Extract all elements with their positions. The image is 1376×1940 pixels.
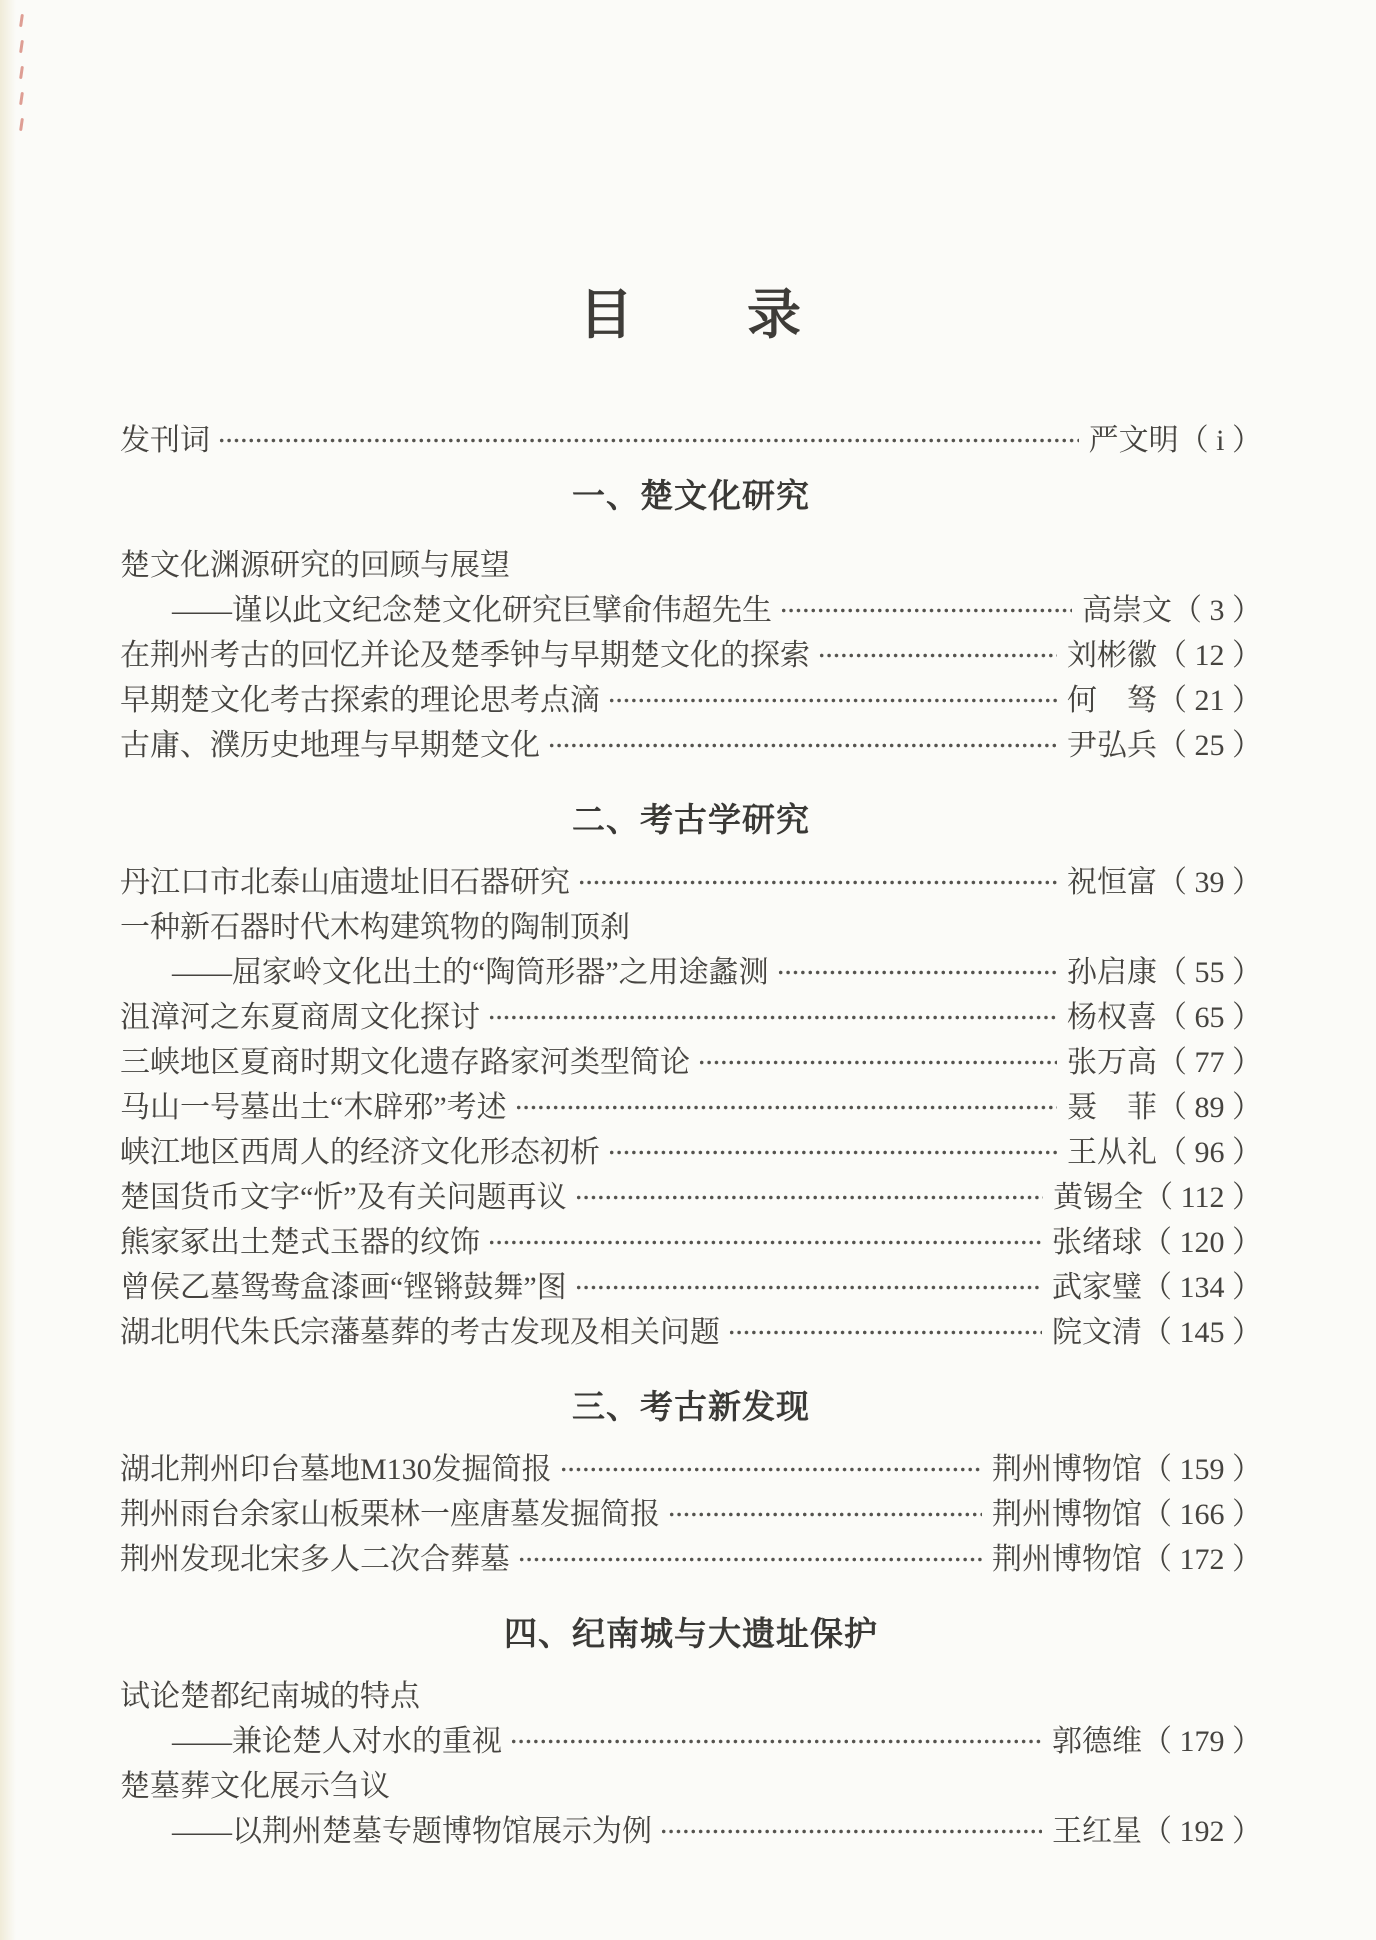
entry-title: 楚文化渊源研究的回顾与展望: [120, 549, 510, 582]
dot-leader: [560, 1447, 982, 1492]
dot-leader: [728, 1310, 1042, 1355]
dot-leader: [488, 1220, 1042, 1265]
dot-leader: [518, 1537, 982, 1582]
entry-title: 早期楚文化考古探索的理论思考点滴: [120, 684, 600, 717]
toc-entry: [120, 1310, 1262, 1355]
toc-entry: [120, 418, 1262, 463]
dot-leader: [548, 723, 1057, 768]
dot-leader: [777, 950, 1057, 995]
entry-ref: 聂 菲（ 89 ）: [1067, 1091, 1262, 1124]
entry-title: 峡江地区西周人的经济文化形态初析: [120, 1136, 600, 1169]
entry-title: 一种新石器时代木构建筑物的陶制顶刹: [120, 911, 630, 944]
entry-ref: 尹弘兵（ 25 ）: [1067, 729, 1262, 762]
toc-entry: [120, 1809, 1262, 1854]
dot-leader: [515, 1085, 1057, 1130]
toc-entry: [120, 950, 1262, 995]
toc-entry: [120, 588, 1262, 633]
section-heading-2: 二、考古学研究: [572, 801, 810, 838]
entry-ref: 张万高（ 77 ）: [1067, 1046, 1262, 1079]
entry-ref: 郭德维（ 179 ）: [1052, 1725, 1262, 1758]
entry-title: 古庸、濮历史地理与早期楚文化: [120, 729, 540, 762]
entry-ref: 高崇文（ 3 ）: [1082, 594, 1262, 627]
entry-ref: 黄锡全（ 112 ）: [1053, 1181, 1262, 1214]
entry-ref: 武家璧（ 134 ）: [1052, 1271, 1262, 1304]
toc-entry: [120, 1447, 1262, 1492]
entry-ref: 刘彬徽（ 12 ）: [1067, 639, 1262, 672]
dot-leader: [578, 860, 1057, 905]
red-mark: [19, 66, 24, 79]
toc-entry: [120, 1040, 1262, 1085]
dot-leader: [218, 418, 1079, 463]
dot-leader: [608, 678, 1057, 723]
section-heading-3: 三、考古新发现: [572, 1388, 810, 1425]
entry-title: 沮漳河之东夏商周文化探讨: [120, 1001, 480, 1034]
entry-title: 楚国货币文字“忻”及有关问题再议: [120, 1181, 567, 1214]
toc-entry: [120, 995, 1262, 1040]
red-mark: [19, 40, 24, 53]
toc-entry: [120, 1130, 1262, 1175]
entry-ref: 杨权喜（ 65 ）: [1067, 1001, 1262, 1034]
toc-entry: [120, 860, 1262, 905]
entry-title: 荆州发现北宋多人二次合葬墓: [120, 1543, 510, 1576]
entry-title: 马山一号墓出土“木辟邪”考述: [120, 1091, 507, 1124]
dot-leader: [488, 995, 1057, 1040]
page-edge-shading: [0, 0, 16, 1940]
entry-subtitle: ——以荆州楚墓专题博物馆展示为例: [172, 1815, 652, 1848]
section-heading-1: 一、楚文化研究: [572, 477, 810, 514]
entry-ref: 院文清（ 145 ）: [1052, 1316, 1262, 1349]
toc-entry: [120, 1175, 1262, 1220]
entry-ref: 荆州博物馆（ 172 ）: [992, 1543, 1262, 1576]
toc-entry-title-line: [120, 543, 1262, 588]
dot-leader: [780, 588, 1072, 633]
dot-leader: [668, 1492, 982, 1537]
entry-ref: 王从礼（ 96 ）: [1067, 1136, 1262, 1169]
entry-title: 在荆州考古的回忆并论及楚季钟与早期楚文化的探索: [120, 639, 810, 672]
dot-leader: [698, 1040, 1057, 1085]
entry-subtitle: ——兼论楚人对水的重视: [172, 1725, 502, 1758]
entry-title: 发刊词: [120, 424, 210, 457]
entry-title: 丹江口市北泰山庙遗址旧石器研究: [120, 866, 570, 899]
entry-ref: 孙启康（ 55 ）: [1067, 956, 1262, 989]
red-mark: [19, 92, 24, 105]
entry-title: 楚墓葬文化展示刍议: [120, 1770, 390, 1803]
dot-leader: [818, 633, 1057, 678]
entry-title: 湖北明代朱氏宗藩墓葬的考古发现及相关问题: [120, 1316, 720, 1349]
entry-ref: 王红星（ 192 ）: [1052, 1815, 1262, 1848]
toc-entry: [120, 1537, 1262, 1582]
toc-entry: [120, 1085, 1262, 1130]
entry-ref: 张绪球（ 120 ）: [1052, 1226, 1262, 1259]
entry-ref: 何 驽（ 21 ）: [1067, 684, 1262, 717]
entry-ref: 荆州博物馆（ 159 ）: [992, 1453, 1262, 1486]
toc-entry: [120, 678, 1262, 723]
entry-ref: 祝恒富（ 39 ）: [1067, 866, 1262, 899]
section-heading-4: 四、纪南城与大遗址保护: [504, 1615, 878, 1652]
toc-entry: [120, 723, 1262, 768]
toc-entry: [120, 1220, 1262, 1265]
entry-subtitle: ——谨以此文纪念楚文化研究巨擘俞伟超先生: [172, 594, 772, 627]
entry-title: 熊家冢出土楚式玉器的纹饰: [120, 1226, 480, 1259]
toc-entry: [120, 633, 1262, 678]
entry-ref: 严文明（ i ）: [1088, 424, 1262, 457]
entry-title: 曾侯乙墓鸳鸯盒漆画“铿锵鼓舞”图: [120, 1271, 567, 1304]
entry-title: 试论楚都纪南城的特点: [120, 1680, 420, 1713]
entry-title: 湖北荆州印台墓地M130发掘简报: [120, 1453, 552, 1486]
entry-ref: 荆州博物馆（ 166 ）: [992, 1498, 1262, 1531]
toc-entry-title-line: [120, 1764, 1262, 1809]
red-pen-marks: [20, 14, 23, 144]
dot-leader: [660, 1809, 1042, 1854]
dot-leader: [510, 1719, 1042, 1764]
toc-entry: [120, 1492, 1262, 1537]
entry-subtitle: ——屈家岭文化出土的“陶筒形器”之用途蠡测: [172, 956, 769, 989]
page-title: 目 录: [579, 285, 803, 345]
dot-leader: [575, 1175, 1043, 1220]
toc-entry: [120, 1265, 1262, 1310]
toc-content: [120, 280, 1262, 1854]
entry-title: 荆州雨台余家山板栗林一座唐墓发掘简报: [120, 1498, 660, 1531]
toc-entry-title-line: [120, 905, 1262, 950]
toc-entry-title-line: [120, 1674, 1262, 1719]
dot-leader: [575, 1265, 1042, 1310]
entry-title: 三峡地区夏商时期文化遗存路家河类型简论: [120, 1046, 690, 1079]
toc-entry: [120, 1719, 1262, 1764]
red-mark: [19, 118, 24, 131]
red-mark: [19, 14, 24, 27]
dot-leader: [608, 1130, 1057, 1175]
